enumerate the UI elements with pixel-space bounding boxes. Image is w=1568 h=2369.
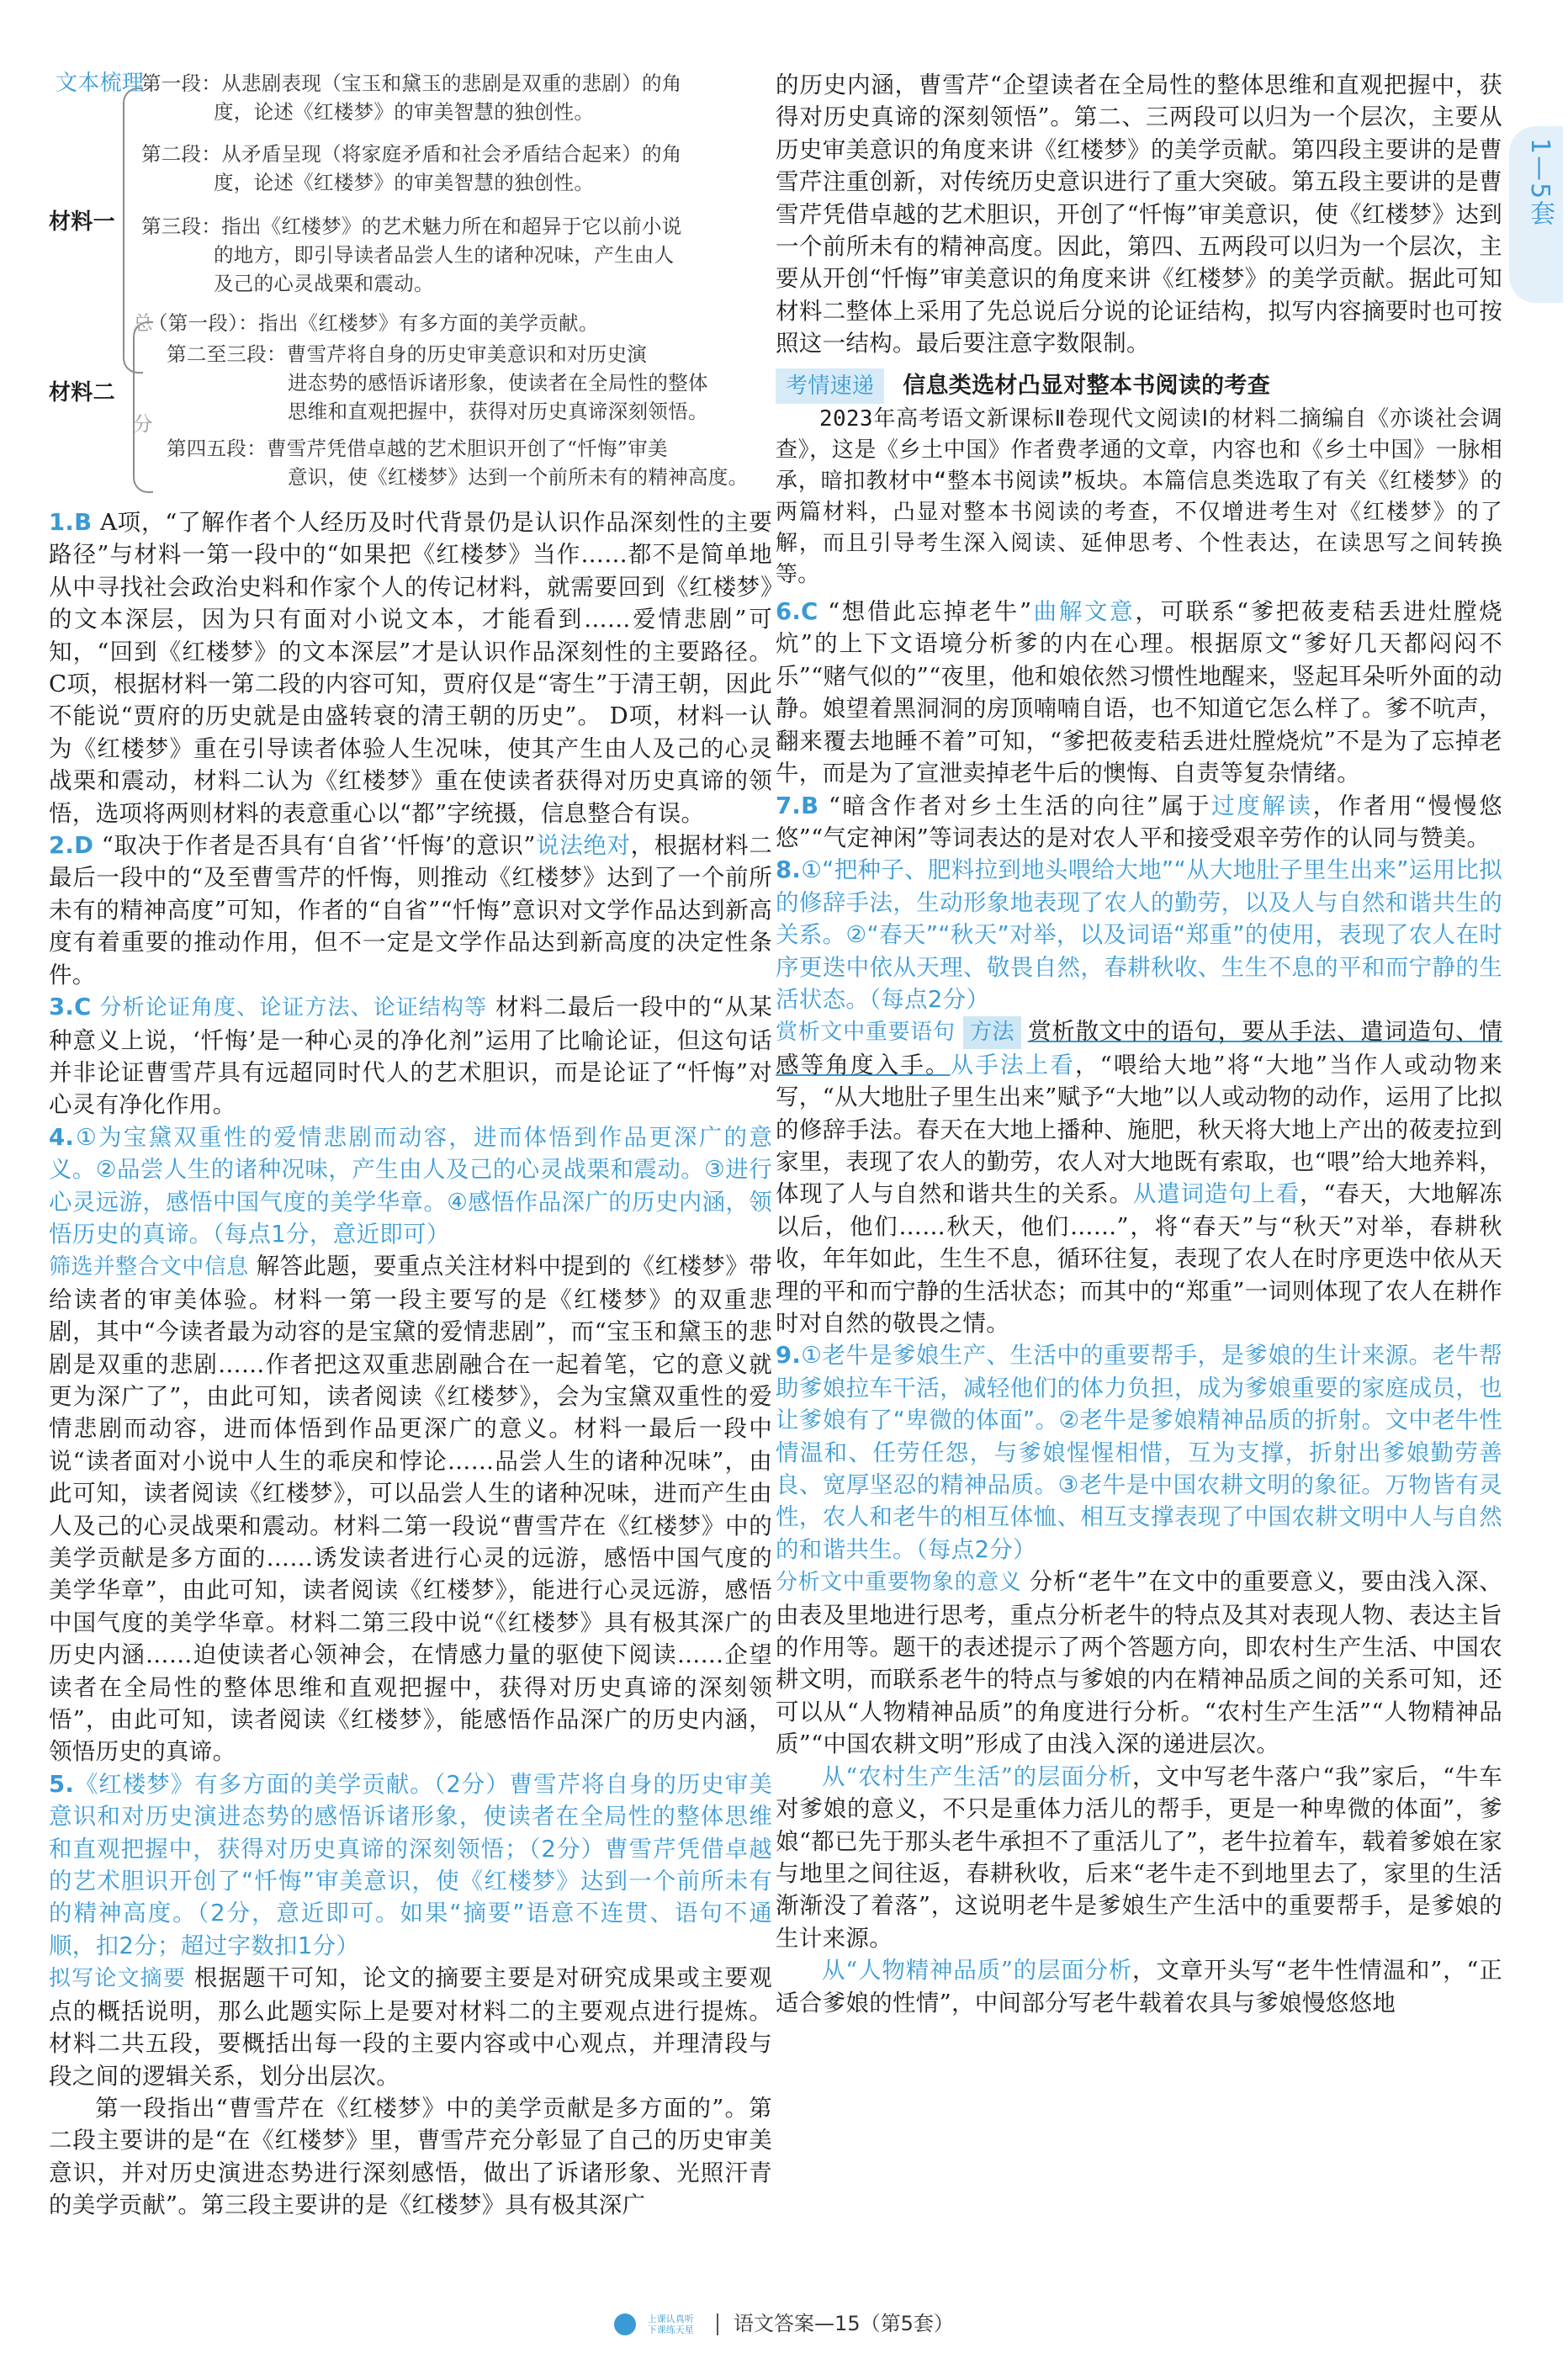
material1-item: 第一段：从悲剧表现（宝玉和黛玉的悲剧是双重的悲剧）的角	[141, 72, 682, 95]
material2-fen: 分	[133, 412, 153, 436]
page-footer	[0, 2307, 1568, 2336]
q5-answer: 《红楼梦》有多方面的美学贡献。（2分）曹雪芹将自身的历史审美意识和对历史演进态势的感悟诉诸形象，使读者在全局性的整体思维和直观把握中，获得对历史真谛的深刻领悟；（2分）曹雪芹凭借卓越的艺术胆识开创了“忏悔”审美意识，使《红楼梦》达到一个前所未有的精神高度。（2分，意近即可。如果“摘要”语意不连贯、语句不通顺，扣2分；超过字数扣1分）	[49, 1770, 772, 1959]
answer-q7	[776, 790, 1502, 855]
method-tag: 方法	[963, 1016, 1021, 1048]
q2-text: ，根据材料二最后一段中的“及至曹雪芹的忏悔，则推动《红楼梦》达到了一个前所未有的精神高度”可知，作者的“自省”“忏悔”意识对文学作品达到新高度有着重要的推动作用，但不一定是文学作品达到新高度的决定性条件。	[49, 832, 772, 988]
answer-q6	[776, 596, 1502, 789]
material1-item: 的地方，即引导读者品尝人生的诸种况味，产生由人	[214, 243, 675, 267]
material2-item: 第二至三段：曹雪芹将自身的历史审美意识和对历史演	[167, 342, 648, 366]
right-column	[776, 69, 1502, 2019]
q8-method: 赏析散文中的语句，要从手法、遣词造句、情感等角度入手。	[776, 1018, 1502, 1079]
q8-aspect: 从遣词造句上看	[1132, 1180, 1300, 1208]
q4-answer: ①为宝黛双重性的爱情悲剧而动容，进而体悟到作品更深广的意义。②品尝人生的诸种况味，产生由人及己的心灵战栗和震动。③进行心灵远游，感悟中国气度的美学华章。④感悟作品深广的历史内涵，领悟历史的真谛。（每点1分，意近即可）	[49, 1123, 772, 1248]
q2-number: 2.D	[49, 832, 94, 860]
left-column	[49, 69, 772, 2222]
q5-analysis: 第一段指出“曹雪芹在《红楼梦》中的美学贡献是多方面的”。第二段主要讲的是“在《红楼梦》里，曹雪芹充分彰显了自己的历史审美意识，并对历史演进态势进行深刻感悟，做出了诉诸形象、光照汗青的美学贡献”。第三段主要讲的是《红楼梦》具有极其深广	[49, 2094, 772, 2219]
q4-number: 4.	[49, 1123, 75, 1151]
exam-insight-box	[776, 368, 1502, 591]
set-range-marker	[1509, 126, 1563, 303]
material2-item: （第一段）：指出《红楼梦》有多方面的美学贡献。	[148, 311, 599, 335]
material1-label: 材料一	[49, 209, 115, 235]
exam-insight-tag: 考情速递	[776, 368, 884, 404]
q9-analysis: ，文章开头写“老牛性情温和”，“正适合爹娘的性情”，中间部分写老牛载着农具与爹娘慢悠悠地	[776, 1957, 1502, 2017]
brand-logo-icon	[614, 2313, 636, 2335]
material1-item: 及己的心灵战栗和震动。	[214, 272, 434, 295]
answer-q1	[49, 506, 772, 829]
q2-error-type: 说法绝对	[535, 832, 631, 860]
material1-item: 度，论述《红楼梦》的审美智慧的独创性。	[214, 100, 595, 124]
material2-item: 思维和直观把握中，获得对历史真谛深刻领悟。	[288, 400, 708, 423]
answer-q3	[49, 991, 772, 1121]
q5-analysis: 根据题干可知，论文的摘要主要是对研究成果或主要观点的概括说明，那么此题实际上是要对材料二的主要观点进行提炼。材料二共五段，要概括出每一段的主要内容或中心观点，并理清段与段之间的逻辑关系，划分出层次。	[49, 1964, 772, 2090]
answer-q8	[776, 854, 1502, 1015]
set-range-label: 1—5套	[1525, 138, 1555, 228]
analysis-q4	[49, 1250, 772, 1768]
brand-slogan	[648, 2313, 694, 2335]
q7-text: ，作者用“慢慢悠悠”“气定神闲”等词表达的是对农人平和接受艰辛劳作的认同与赞美。	[776, 792, 1502, 851]
answer-q2	[49, 829, 772, 991]
material2-zong: 总	[133, 311, 153, 335]
analysis-q5	[49, 1962, 772, 2092]
footer-divider	[717, 2313, 718, 2335]
exam-insight-title: 信息类选材凸显对整本书阅读的考查	[903, 372, 1271, 399]
q6-error-type: 曲解文意	[1031, 598, 1136, 626]
q3-text: 材料二最后一段中的“从某种意义上说，‘忏悔’是一种心灵的净化剂”运用了比喻论证，但这句话并非论证曹雪芹具有远超同时代人的艺术胆识，而是论证了“忏悔”对心灵有净化作用。	[49, 994, 772, 1119]
material1-item: 第二段：从矛盾呈现（将家庭矛盾和社会矛盾结合起来）的角	[141, 142, 682, 166]
q6-text: “想借此忘掉老牛”	[828, 598, 1032, 626]
q7-error-type: 过度解读	[1211, 792, 1313, 819]
q1-option-d: D项，材料一认为《红楼梦》重在引导读者体验人生况味，使其产生由人及己的心灵战栗和震动，材料二认为《红楼梦》重在使读者获得对历史真谛的领悟，选项将两则材料的表意重心以“都”字统摄，信息整合有误。	[49, 702, 772, 827]
q9-aspect: 从“人物精神品质”的层面分析	[822, 1957, 1133, 1985]
q9-skill-label: 分析文中重要物象的意义	[776, 1570, 1022, 1596]
q8-analysis: ，“春天，大地解冻以后，他们……秋天，他们……”，将“春天”与“秋天”对举，春耕秋收，年年如此，生生不息，循环往复，表现了农人在时序更迭中依从天理的平和而宁静的生活状态；而其中的“郑重”一词则体现了农人在耕作时对自然的敬畏之情。	[776, 1180, 1502, 1337]
q8-skill-label: 赏析文中重要语句	[776, 1020, 956, 1046]
q7-text: “暗含作者对乡土生活的向往”属于	[828, 792, 1212, 819]
q3-number: 3.C	[49, 994, 92, 1021]
q9-analysis: ，文中写老牛落户“我”家后，“牛车对爹娘的意义，不只是重体力活儿的帮手，更是一种卑微的体面”，爹娘“都已先于那头老牛承担不了重活儿了”，老牛拉着车，载着爹娘在家与地里之间往返，春耕秋收，后来“老牛走不到地里去了，家里的生活渐渐没了着落”，这说明老牛是爹娘生产生活中的重要帮手，是爹娘的生计来源。	[776, 1762, 1502, 1952]
text-outline	[49, 69, 772, 506]
analysis-q5-cont	[776, 69, 1502, 360]
q6-number: 6.C	[776, 598, 818, 626]
q2-text: “取决于作者是否具有‘自省’‘忏悔’的意识”	[101, 832, 536, 860]
analysis-q5-cont	[49, 2092, 772, 2222]
material1-item: 第三段：指出《红楼梦》的艺术魅力所在和超异于它以前小说	[141, 215, 682, 238]
q8-aspect: 从手法上看	[950, 1051, 1075, 1079]
exam-insight-body: 2023年高考语文新课标Ⅱ卷现代文阅读Ⅰ的材料二摘编自《亦谈社会调查》，这是《乡土中国》作者费孝通的文章，内容也和《乡土中国》一脉相承，暗扣教材中“整本书阅读”板块。本篇信息类选取了有关《红楼梦》的两篇材料，凸显对整本书阅读的考查，不仅增进考生对《红楼梦》的了解，而且引导考生深入阅读、延伸思考、个性表达，在读思写之间转换等。	[776, 406, 1502, 588]
q9-analysis: 分析“老牛”在文中的重要意义，要由浅入深、由表及里地进行思考，重点分析老牛的特点及其对表现人物、表达主旨的作用等。题干的表述提示了两个答题方向，即农村生产生活、中国农耕文明，而联系老牛的特点与爹娘的内在精神品质之间的关系可知，还可以从“人物精神品质”的角度进行分析。“农村生产生活”“人物精神品质”“中国农耕文明”形成了由浅入深的递进层次。	[776, 1568, 1503, 1758]
q9-aspect: 从“农村生产生活”的层面分析	[822, 1762, 1133, 1790]
q7-number: 7.B	[776, 792, 819, 819]
q5-analysis: 的历史内涵，曹雪芹“企望读者在全局性的整体思维和直观把握中，获得对历史真谛的深刻领悟”。第二、三两段可以归为一个层次，主要从历史审美意识的角度来讲《红楼梦》的美学贡献。第四段主要讲的是曹雪芹注重创新，对传统历史意识进行了重大突破。第五段主要讲的是曹雪芹凭借卓越的艺术胆识，开创了“忏悔”审美意识，使《红楼梦》达到一个前所未有的精神高度。因此，第四、五两段可以归为一个层次，主要从开创“忏悔”审美意识的角度来讲《红楼梦》的美学贡献。据此可知材料二整体上采用了先总说后分说的论证结构，拟写内容摘要时也可按照这一结构。最后要注意字数限制。	[776, 72, 1502, 358]
analysis-q9-cont	[776, 1761, 1502, 1954]
analysis-q9	[776, 1566, 1502, 1760]
exam-insight-header	[776, 368, 1502, 404]
answer-q9	[776, 1339, 1502, 1566]
q1-option-c: C项，根据材料一第二段的内容可知，贾府仅是“寄生”于清王朝，因此不能说“贾府的历史就是由盛转衰的清王朝的历史”。	[49, 670, 772, 730]
q9-number: 9.	[776, 1342, 802, 1370]
q8-analysis: ，“喂给大地”将“大地”当作人或动物来写，“从大地肚子里生出来”赋予“大地”以人或动物的动作，运用了比拟的修辞手法。春天在大地上播种、施肥，秋天将大地上产出的莜麦拉到家里，表现了农人的勤劳，农人对大地既有索取，也“喂”给大地养料，体现了人与自然和谐共生的关系。	[776, 1051, 1502, 1208]
material2-item: 进态势的感悟诉诸形象，使读者在全局性的整体	[288, 371, 708, 395]
answer-q4	[49, 1121, 772, 1251]
analysis-q8	[776, 1015, 1502, 1339]
q1-number: 1.B	[49, 509, 93, 536]
page-number-label: 语文答案—15（第5套）	[734, 2312, 954, 2335]
material2-item: 意识，使《红楼梦》达到一个前所未有的精神高度。	[288, 465, 749, 489]
q5-number: 5.	[49, 1770, 75, 1798]
material2-label: 材料二	[49, 380, 115, 405]
outline-title: 文本梳理	[56, 71, 145, 96]
q1-option-a: A项，“了解作者个人经历及时代背景仍是认识作品深刻性的主要路径”与材料一第一段中的“如果把《红楼梦》当作……都不是简单地从中寻找社会政治史料和作家个人的传记材料，就需要回到《红楼梦》的文本深层，因为只有面对小说文本，才能看到……爱情悲剧”可知，“回到《红楼梦》的文本深层”才是认识作品深刻性的主要路径。	[49, 509, 772, 665]
material2-item: 第四五段：曹雪芹凭借卓越的艺术胆识开创了“忏悔”审美	[167, 437, 668, 460]
q4-skill-label: 筛选并整合文中信息	[49, 1254, 249, 1280]
q8-number: 8.	[776, 856, 802, 884]
slogan-top: 上课认真听	[647, 2313, 694, 2324]
q5-skill-label: 拟写论文摘要	[49, 1966, 186, 1992]
q3-skill-label: 分析论证角度、论证方法、论证结构等	[99, 995, 488, 1021]
material2-brace	[133, 321, 153, 493]
analysis-q9-cont	[776, 1954, 1502, 2019]
q4-analysis: 解答此题，要重点关注材料中提到的《红楼梦》带给读者的审美体验。材料一第一段主要写的是《红楼梦》的双重悲剧，其中“今读者最为动容的是宝黛的爱情悲剧”，而“宝玉和黛玉的悲剧是双重的悲剧……作者把这双重悲剧融合在一起着笔，它的意义就更为深广了”，由此可知，读者阅读《红楼梦》，会为宝黛双重性的爱情悲剧而动容，进而体悟到作品更深广的意义。材料一最后一段中说“读者面对小说中人生的乖戾和悖论……品尝人生的诸种况味”，由此可知，读者阅读《红楼梦》，可以品尝人生的诸种况味，进而产生由人及己的心灵战栗和震动。材料二第一段说“曹雪芹在《红楼梦》中的美学贡献是多方面的……诱发读者进行心灵的远游，感悟中国气度的美学华章”，由此可知，读者阅读《红楼梦》，能进行心灵远游，感悟中国气度的美学华章。材料二第三段中说“《红楼梦》具有极其深广的历史内涵……迫使读者心领神会，在情感力量的驱使下阅读……企望读者在全局性的整体思维和直观把握中，获得对历史真谛的深刻领悟”，由此可知，读者阅读《红楼梦》，能感悟作品深广的历史内涵，领悟历史的真谛。	[49, 1253, 772, 1766]
answer-q5	[49, 1768, 772, 1962]
slogan-bottom: 下课练天星	[647, 2324, 694, 2335]
q9-answer: ①老牛是爹娘生产、生活中的重要帮手，是爹娘的生计来源。老牛帮助爹娘拉车干活，减轻他们的体力负担，成为爹娘重要的家庭成员，也让爹娘有了“卑微的体面”。②老牛是爹娘精神品质的折射。文中老牛性情温和、任劳任怨，与爹娘惺惺相惜，互为支撑，折射出爹娘勤劳善良、宽厚坚忍的精神品质。③老牛是中国农耕文明的象征。万物皆有灵性，农人和老牛的相互体恤、相互支撑表现了中国农耕文明中人与自然的和谐共生。（每点2分）	[776, 1342, 1502, 1563]
material1-item: 度，论述《红楼梦》的审美智慧的独创性。	[214, 171, 595, 194]
q6-text: ，可联系“爹把莜麦秸丢进灶膛烧炕”的上下文语境分析爹的内在心理。根据原文“爹好几天都闷闷不乐”“赌气似的”“夜里，他和娘依然习惯性地醒来，竖起耳朵听外面的动静。娘望着黑洞洞的房顶喃喃自语，也不知道它怎么样了。爹不吭声，翻来覆去地睡不着”可知，“爹把莜麦秸丢进灶膛烧炕”不是为了忘掉老牛，而是为了宣泄卖掉老牛后的懊悔、自责等复杂情绪。	[776, 598, 1502, 787]
q8-answer: ①“把种子、肥料拉到地头喂给大地”“从大地肚子里生出来”运用比拟的修辞手法，生动形象地表现了农人的勤劳，以及人与自然和谐共生的关系。②“春天”“秋天”对举，以及词语“郑重”的使用，表现了农人在时序更迭中依从天理、敬畏自然，春耕秋收、生生不息的平和而宁静的生活状态。（每点2分）	[776, 856, 1502, 1013]
